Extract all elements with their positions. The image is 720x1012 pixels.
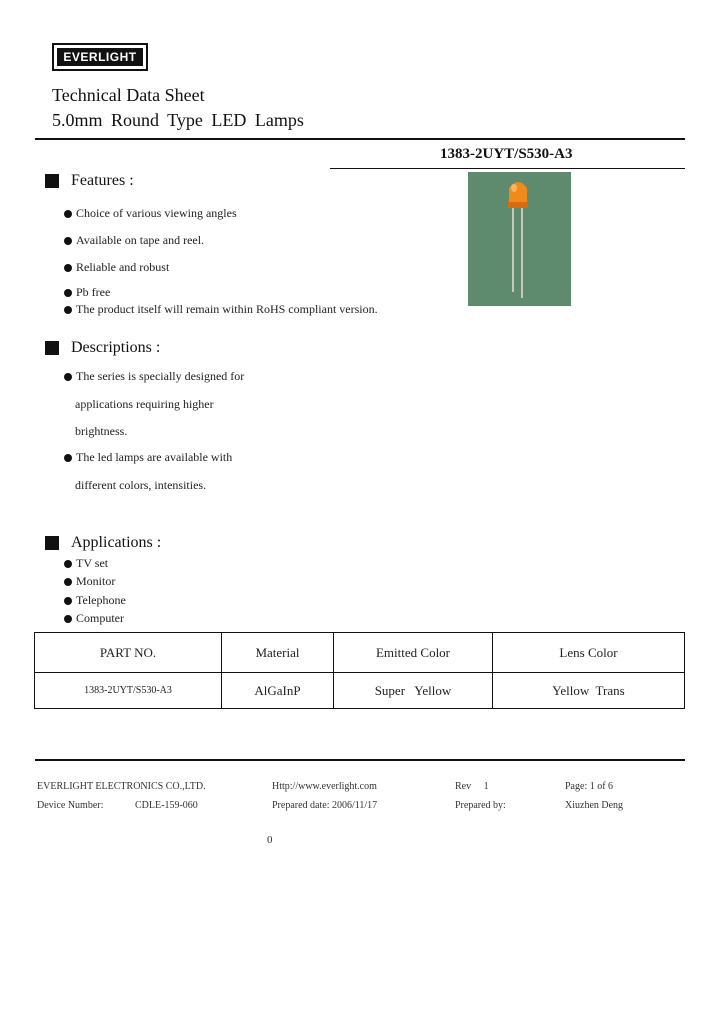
bullet-icon — [64, 306, 72, 314]
list-item: Choice of various viewing angles — [64, 206, 237, 221]
bullet-icon — [64, 597, 72, 605]
footer-rev: Rev 1 — [455, 781, 489, 792]
footer-page: Page: 1 of 6 — [565, 781, 614, 792]
descriptions-heading — [45, 339, 160, 357]
bullet-icon — [64, 237, 72, 245]
list-item: Available on tape and reel. — [64, 233, 204, 248]
applications-heading-text: Applications : — [71, 534, 162, 551]
header-lens-color: Lens Color — [493, 633, 685, 673]
section-square-icon — [45, 536, 59, 550]
cell-part-no: 1383-2UYT/S530-A3 — [35, 673, 222, 709]
footer-divider — [35, 759, 685, 761]
list-item: Monitor — [64, 574, 115, 589]
cell-lens-color: Yellow Trans — [493, 673, 685, 709]
list-item: Pb free — [64, 285, 110, 300]
descriptions-heading-text: Descriptions : — [71, 339, 161, 356]
list-item: Computer — [64, 611, 124, 626]
header-emitted-color: Emitted Color — [334, 633, 493, 673]
doc-title: Technical Data Sheet — [52, 85, 205, 105]
table-row — [35, 673, 685, 709]
led-illustration — [468, 172, 571, 306]
bullet-icon — [64, 578, 72, 586]
footer-website: Http://www.everlight.com — [272, 781, 377, 792]
spec-table — [34, 632, 685, 709]
footer-prepared-by: Xiuzhen Deng — [565, 800, 624, 811]
bullet-icon — [64, 454, 72, 462]
features-heading — [45, 172, 134, 190]
page-marker: 0 — [267, 834, 273, 846]
bullet-icon — [64, 560, 72, 568]
part-number: 1383-2UYT/S530-A3 — [440, 146, 573, 162]
doc-subtitle: 5.0mm Round Type LED Lamps — [52, 110, 304, 130]
footer-company: EVERLIGHT ELECTRONICS CO.,LTD. — [37, 781, 206, 792]
features-heading-text: Features : — [71, 172, 134, 189]
list-item-continued: different colors, intensities. — [75, 478, 207, 492]
applications-heading — [45, 534, 161, 552]
header-part-no: PART NO. — [35, 633, 222, 673]
list-item-continued: brightness. — [75, 424, 128, 438]
table-header-row — [35, 633, 685, 673]
top-divider — [35, 138, 685, 140]
bullet-icon — [64, 289, 72, 297]
bullet-icon — [64, 373, 72, 381]
list-item: The led lamps are available with — [64, 450, 232, 465]
everlight-logo — [52, 43, 148, 71]
list-item: Reliable and robust — [64, 260, 169, 275]
header-material: Material — [222, 633, 334, 673]
list-item: TV set — [64, 556, 108, 571]
bullet-icon — [64, 264, 72, 272]
list-item: The product itself will remain within RoHS compliant version. — [64, 302, 378, 317]
footer-prepared-date: Prepared date: 2006/11/17 — [272, 800, 378, 811]
list-item: Telephone — [64, 593, 126, 608]
bullet-icon — [64, 210, 72, 218]
part-number-underline — [330, 168, 685, 169]
cell-material: AlGaInP — [222, 673, 334, 709]
footer-device-label: Device Number: — [37, 800, 104, 811]
footer-prepared-by-label: Prepared by: — [455, 800, 506, 811]
list-item-continued: applications requiring higher — [75, 397, 214, 411]
led-photo — [468, 172, 571, 306]
section-square-icon — [45, 174, 59, 188]
brand-name: EVERLIGHT — [57, 48, 143, 66]
bullet-icon — [64, 615, 72, 623]
section-square-icon — [45, 341, 59, 355]
cell-emitted-color: Super Yellow — [334, 673, 493, 709]
list-item: The series is specially designed for — [64, 369, 244, 384]
footer-device-number: CDLE-159-060 — [135, 800, 198, 811]
